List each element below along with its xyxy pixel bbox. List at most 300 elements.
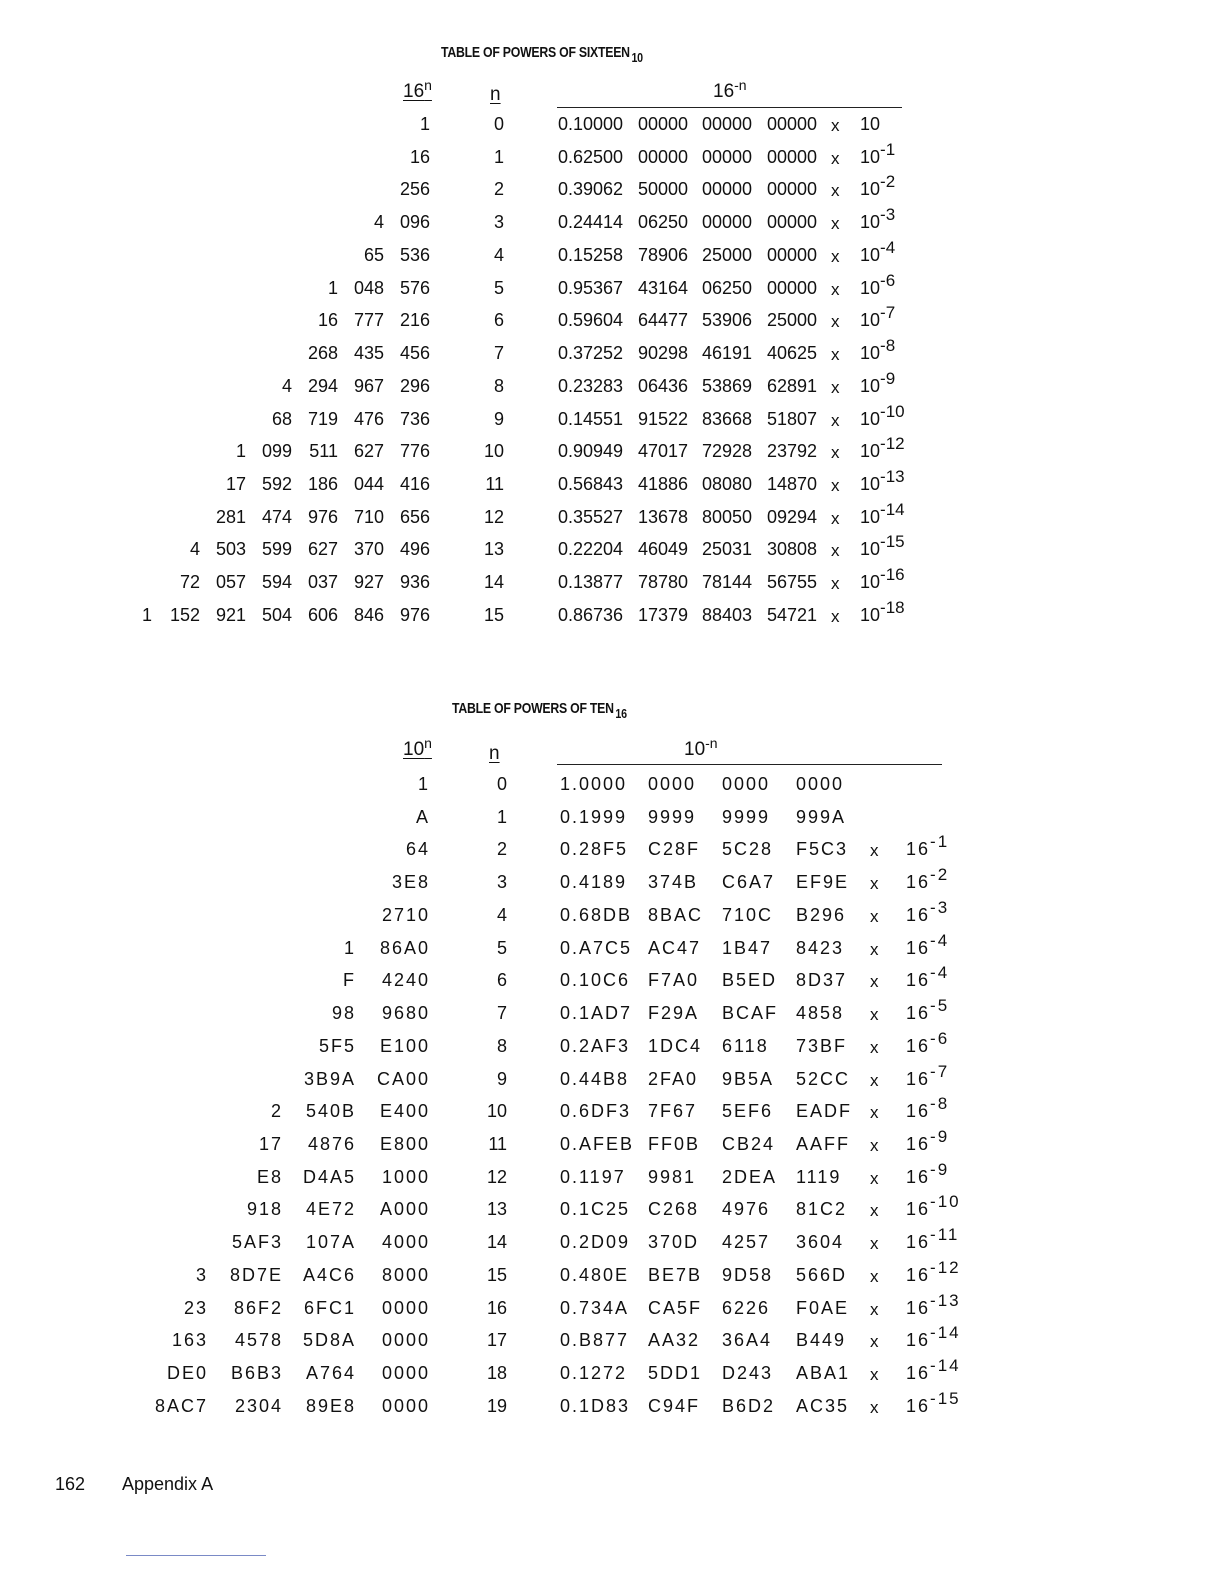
positive-power-group: 627 [307,539,338,560]
power-base: 10 [860,179,881,200]
positive-power-group: 511 [309,441,338,462]
table1-header-negative-base: 16 [713,81,735,102]
times-sign: x [870,1070,881,1090]
mantissa-group: 81C2 [796,1199,848,1220]
power-exponent: -10 [880,401,905,421]
mantissa-group: 17379 [638,604,689,625]
mantissa-group: 0.A7C5 [560,937,633,958]
exponent-n: 15 [483,604,504,625]
mantissa-group: 46049 [638,539,689,560]
exponent-n: 15 [486,1264,507,1285]
table-row [0,303,1224,343]
mantissa-group: 9999 [722,806,771,827]
exponent-n: 9 [496,1068,507,1089]
positive-power-group: 17 [225,474,246,495]
positive-power-group: 3B9A [303,1068,356,1089]
positive-power-group: 6FC1 [303,1297,356,1318]
positive-power-group: 1 [141,604,152,625]
times-sign: x [870,1332,881,1352]
mantissa-group: 5DD1 [648,1363,703,1384]
exponent-n: 5 [496,937,507,958]
power-exponent: -11 [930,1225,960,1245]
times-sign: x [831,181,840,201]
power-factor [860,597,905,626]
mantissa-group: 51807 [767,408,818,429]
power-factor [860,565,905,593]
mantissa-group: 5EF6 [722,1101,774,1122]
mantissa-group: FF0B [648,1134,701,1155]
exponent-n: 11 [485,474,504,495]
positive-power-group: 456 [399,343,430,364]
power-exponent: -8 [880,336,896,356]
mantissa-group: ABA1 [796,1363,851,1384]
times-sign: x [831,410,840,430]
positive-power-group: 503 [215,539,246,560]
mantissa-group: 0.4189 [560,872,628,893]
positive-power-group: 4240 [381,970,430,991]
mantissa-group: 13678 [638,506,689,527]
times-sign: x [831,116,840,135]
exponent-n: 10 [486,1101,507,1122]
mantissa-group: AA32 [648,1330,701,1351]
positive-power-group: 17 [258,1134,283,1155]
table-row [0,865,1224,905]
mantissa-group: 0.37252 [558,343,624,364]
mantissa-group: 4858 [796,1003,845,1024]
mantissa-group: 0.480E [560,1264,630,1285]
table1-header-n: n [490,84,501,105]
times-sign: x [831,279,840,299]
mantissa-group: EF9E [796,872,850,893]
power-base: 10 [860,244,881,265]
positive-power-group: B6B3 [230,1363,283,1384]
positive-power-group: 496 [399,539,430,560]
positive-power-group: 8AC7 [154,1395,208,1416]
mantissa-group: 0.6DF3 [560,1101,632,1122]
mantissa-group: B449 [796,1330,847,1351]
power-factor [860,205,896,233]
table1-title-text: TABLE OF POWERS OF SIXTEEN [441,44,630,61]
exponent-n: 7 [496,1003,507,1024]
mantissa-group: 4257 [722,1232,771,1253]
mantissa-group: 00000 [702,146,753,167]
positive-power-group: 294 [307,375,338,396]
mantissa-group: 0.86736 [558,604,624,625]
mantissa-group: 0.62500 [558,146,624,167]
power-exponent: -12 [880,434,905,454]
mantissa-group: 43164 [638,277,689,298]
mantissa-group: 30808 [767,539,818,560]
power-base: 16 [906,1363,931,1384]
power-factor [860,434,905,462]
mantissa-group: 09294 [767,506,818,527]
table1-title [441,44,643,65]
table-row [0,897,1224,938]
power-exponent: -1 [930,832,950,852]
mantissa-group: 2DEA [722,1166,778,1187]
mantissa-group: 7F67 [648,1101,698,1122]
positive-power-group: 72 [179,572,200,593]
times-sign: x [831,312,840,332]
exponent-n: 4 [493,244,504,265]
power-factor [906,1356,961,1384]
mantissa-group: 0.10000 [558,114,624,134]
times-sign: x [831,148,840,168]
power-base: 10 [860,474,881,495]
power-base: 16 [906,1232,931,1253]
power-exponent: -4 [930,930,950,950]
power-base: 10 [860,277,881,298]
positive-power-group: 4000 [381,1232,430,1253]
positive-power-group: 976 [307,506,338,527]
exponent-n: 6 [493,310,504,331]
page-number: 162 [55,1474,86,1494]
positive-power-group: 776 [399,441,430,462]
power-base: 10 [860,310,881,331]
mantissa-group: 999A [796,806,847,827]
table-row [0,1127,1224,1167]
positive-power-group: 435 [353,343,384,364]
table2-header-positive-base: 10 [403,739,425,760]
positive-power-group: 5AF3 [231,1232,283,1253]
positive-power-group: 65 [363,244,384,265]
positive-power-group: 163 [171,1330,208,1351]
power-base: 16 [906,937,931,958]
positive-power-group: 68 [271,408,292,429]
mantissa-group: 54721 [767,604,818,625]
mantissa-group: 0.2D09 [560,1232,631,1253]
times-sign: x [831,541,840,561]
power-base: 10 [860,539,881,560]
mantissa-group: 9D58 [722,1264,774,1285]
exponent-n: 1 [493,146,504,167]
power-exponent: -9 [880,368,896,388]
mantissa-group: C6A7 [722,872,776,893]
power-exponent: -4 [930,963,950,983]
power-factor [860,467,905,495]
times-sign: x [831,476,840,496]
table2-title-subscript: 16 [615,706,627,721]
positive-power-group: 2 [270,1101,283,1122]
table-row [0,368,1224,409]
mantissa-group: 78144 [702,572,753,593]
mantissa-group: 0.59604 [558,310,624,331]
times-sign: x [870,1136,881,1156]
mantissa-group: 0.1D83 [560,1395,631,1416]
mantissa-group: 46191 [702,343,753,364]
positive-power-group: 1000 [381,1166,430,1187]
table-row [0,401,1224,442]
table-row [0,807,1224,840]
power-exponent: -13 [930,1290,961,1310]
mantissa-group: 64477 [638,310,689,331]
exponent-n: 13 [483,539,504,560]
positive-power-group: 8000 [381,1264,430,1285]
positive-power-group: A000 [379,1199,430,1220]
mantissa-group: 0.68DB [560,904,633,925]
mantissa-group: 08080 [702,474,753,495]
times-sign: x [870,1201,881,1221]
times-sign: x [870,1266,881,1286]
mantissa-group: 0.13877 [558,572,624,593]
exponent-n: 4 [496,904,507,925]
power-exponent: -12 [930,1257,961,1277]
power-factor [906,1127,950,1155]
power-factor [906,1323,961,1351]
mantissa-group: 00000 [638,146,689,167]
times-sign: x [870,874,881,894]
positive-power-group: E8 [256,1166,283,1187]
mantissa-group: 0.1999 [560,806,628,827]
positive-power-group: 0000 [381,1363,430,1384]
table2-header-n: n [489,743,500,764]
mantissa-group: 53869 [702,375,753,396]
positive-power-group: 976 [399,604,430,625]
power-exponent: -5 [930,996,950,1016]
times-sign: x [870,906,881,926]
power-base: 16 [906,839,931,860]
power-factor [906,832,950,860]
positive-power-group: 256 [399,179,430,200]
exponent-n: 8 [493,375,504,396]
exponent-n: 16 [486,1297,507,1318]
power-factor [860,172,896,200]
positive-power-group: E400 [379,1101,430,1122]
positive-power-group: 4876 [307,1134,356,1155]
mantissa-group: 06250 [702,277,753,298]
times-sign: x [870,841,881,861]
mantissa-group: 0.56843 [558,474,624,495]
times-sign: x [831,443,840,463]
mantissa-group: 9981 [648,1166,697,1187]
table-row [0,1356,1224,1396]
positive-power-group: 281 [215,506,246,527]
power-base: 16 [906,1199,931,1220]
mantissa-group: 0.23283 [558,375,624,396]
exponent-n: 9 [493,408,504,429]
mantissa-group: EADF [796,1101,853,1122]
table2-header-positive [403,735,432,761]
mantissa-group: 0.1AD7 [560,1003,633,1024]
positive-power-group: 5D8A [302,1330,356,1351]
power-factor [860,237,896,266]
positive-power-group: 1 [327,277,338,298]
mantissa-group: 710C [722,904,774,925]
mantissa-group: 00000 [767,277,818,298]
mantissa-group: 0.1272 [560,1363,628,1384]
positive-power-group: 536 [399,244,430,265]
positive-power-group: 4E72 [305,1199,356,1220]
power-factor [860,532,905,560]
power-exponent: -8 [930,1094,950,1114]
power-base: 16 [906,970,931,991]
power-factor [906,1094,950,1122]
times-sign: x [870,1234,881,1254]
power-base: 16 [906,1166,931,1187]
positive-power-group: 4578 [234,1330,283,1351]
table2-title-text: TABLE OF POWERS OF TEN [452,700,614,717]
positive-power-group: 777 [353,310,384,331]
power-exponent: -13 [880,467,905,487]
mantissa-group: 73BF [796,1035,848,1056]
positive-power-group: 370 [353,539,384,560]
power-exponent: -14 [880,499,905,519]
power-factor [906,996,950,1024]
mantissa-group: 8D37 [796,970,848,991]
table-row [0,1061,1224,1102]
positive-power-group: 16 [317,310,338,331]
power-exponent: -2 [880,172,896,192]
mantissa-group: 9999 [648,806,697,827]
mantissa-group: B296 [796,904,847,925]
positive-power-group: 1 [235,441,246,462]
power-exponent: -6 [930,1028,950,1048]
table1-header-negative [713,77,747,103]
positive-power-group: CA00 [376,1068,430,1089]
positive-power-group: 1 [343,937,356,958]
table2-header-negative [684,735,718,761]
mantissa-group: 06436 [638,375,689,396]
table-row [0,139,1224,180]
exponent-n: 2 [496,839,507,860]
mantissa-group: AAFF [796,1134,851,1155]
positive-power-group: D4A5 [302,1166,356,1187]
positive-power-group: 927 [353,572,384,593]
mantissa-group: 25031 [702,539,753,560]
times-sign: x [831,574,840,594]
table-row [0,774,1224,807]
times-sign: x [870,1397,881,1417]
mantissa-group: 36A4 [722,1330,773,1351]
exponent-n: 7 [493,343,504,364]
exponent-n: 18 [486,1363,507,1384]
exponent-n: 8 [496,1035,507,1056]
times-sign: x [831,606,840,626]
power-base: 16 [906,1003,931,1024]
power-base: 10 [860,212,881,233]
exponent-n: 12 [486,1166,507,1187]
mantissa-group: 00000 [702,212,753,233]
mantissa-group: 1.0000 [560,774,628,794]
positive-power-group: 606 [307,604,338,625]
mantissa-group: F0AE [796,1297,850,1318]
positive-power-group: 0000 [381,1330,430,1351]
mantissa-group: 41886 [638,474,689,495]
positive-power-group: 16 [409,146,430,167]
table-row [0,1225,1224,1265]
mantissa-group: 0.24414 [558,212,624,233]
table-row [0,467,1224,507]
mantissa-group: 83668 [702,408,753,429]
positive-power-group: 592 [261,474,292,495]
positive-power-group: F [343,970,356,991]
positive-power-group: 86A0 [379,937,430,958]
table1-header-negative-exp: -n [734,77,747,93]
mantissa-group: 1119 [796,1166,842,1187]
mantissa-group: 1B47 [722,937,773,958]
mantissa-group: 0.28F5 [560,839,629,860]
positive-power-group: 576 [399,277,430,298]
power-exponent: -4 [880,237,896,257]
power-base: 10 [860,604,881,625]
positive-power-group: 0000 [381,1297,430,1318]
mantissa-group: 23792 [767,441,818,462]
mantissa-group: B6D2 [722,1395,776,1416]
table2-header-rule [557,764,942,765]
positive-power-group: 656 [399,506,430,527]
exponent-n: 3 [493,212,504,233]
positive-power-group: 296 [399,375,430,396]
positive-power-group: E100 [379,1035,430,1056]
times-sign: x [870,1365,881,1385]
mantissa-group: 53906 [702,310,753,331]
power-base: 16 [906,1297,931,1318]
power-factor [860,270,896,299]
table1-header-rule [557,107,902,108]
mantissa-group: 52CC [796,1068,851,1089]
mantissa-group: 90298 [638,343,689,364]
power-exponent: -10 [930,1192,961,1212]
positive-power-group: 23 [183,1297,208,1318]
positive-power-group: 476 [353,408,384,429]
power-factor [906,1388,961,1417]
positive-power-group: 044 [353,474,384,495]
table-row [0,499,1224,540]
mantissa-group: 62891 [767,375,818,396]
positive-power-group: 048 [353,277,384,298]
power-exponent: -14 [930,1356,961,1376]
positive-power-group: 4 [281,375,292,396]
positive-power-group: 099 [261,441,292,462]
positive-power-group: 540B [305,1101,356,1122]
positive-power-group: 4 [373,212,384,233]
mantissa-group: F5C3 [796,839,849,860]
power-base: 16 [906,1330,931,1351]
positive-power-group: 3 [195,1264,208,1285]
mantissa-group: 4976 [722,1199,771,1220]
positive-power-group: 921 [215,604,246,625]
mantissa-group: 0.734A [560,1297,630,1318]
power-exponent: -15 [930,1388,961,1408]
table-row [0,532,1224,572]
table-row [0,172,1224,212]
power-factor [906,1061,950,1090]
exponent-n: 12 [483,506,504,527]
power-factor [906,930,950,959]
positive-power-group: A4C6 [302,1264,356,1285]
positive-power-group: 9680 [381,1003,430,1024]
exponent-n: 13 [486,1199,507,1220]
mantissa-group: 14870 [767,474,818,495]
mantissa-group: 0.35527 [558,506,624,527]
mantissa-group: 91522 [638,408,689,429]
table1-header-positive [403,77,432,103]
positive-power-group: 918 [246,1199,283,1220]
positive-power-group: 057 [215,572,246,593]
power-base: 10 [860,375,881,396]
mantissa-group: C94F [648,1395,701,1416]
mantissa-group: 374B [648,872,699,893]
mantissa-group: 00000 [767,114,818,134]
mantissa-group: 9B5A [722,1068,775,1089]
positive-power-group: 64 [405,839,430,860]
mantissa-group: F29A [648,1003,700,1024]
positive-power-group: 1 [417,774,430,794]
positive-power-group: 736 [399,408,430,429]
mantissa-group: 0.15258 [558,244,624,265]
times-sign: x [831,246,840,266]
mantissa-group: 00000 [767,179,818,200]
